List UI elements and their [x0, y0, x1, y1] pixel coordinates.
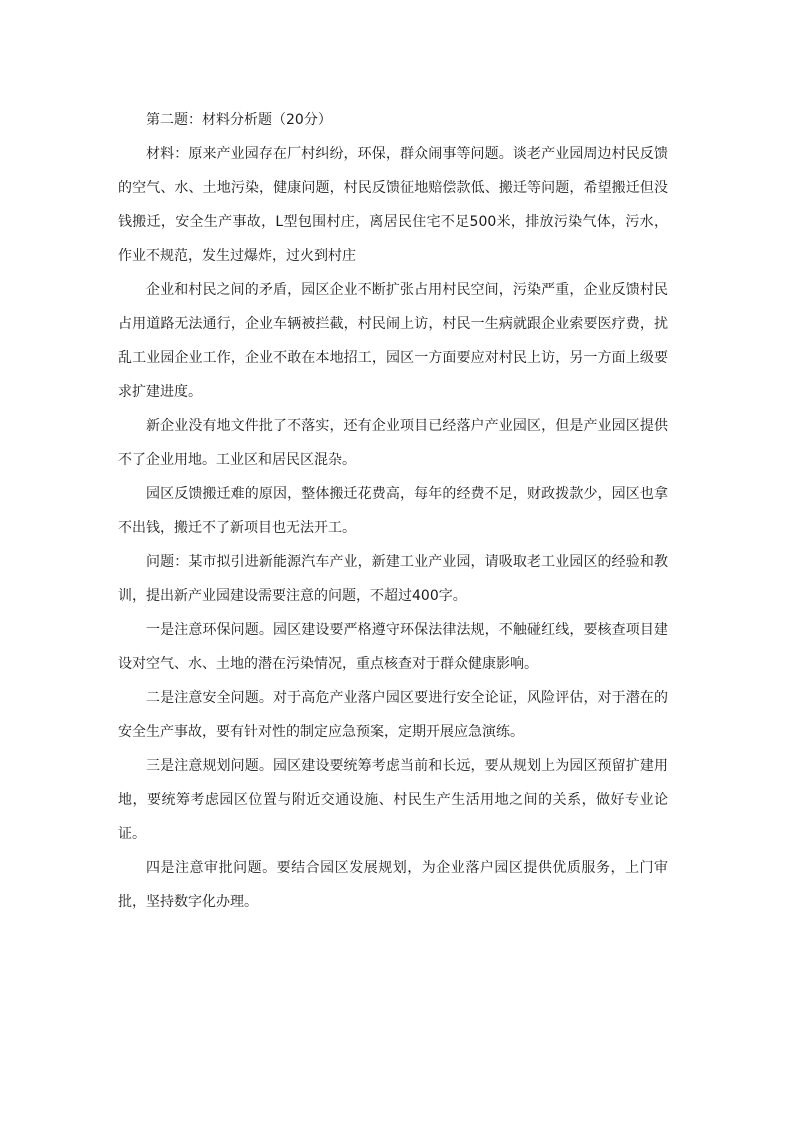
- material-paragraph-3: 新企业没有地文件批了不落实，还有企业项目已经落户产业园区，但是产业园区提供不了企业用地。工业区和居民区混杂。: [118, 418, 668, 468]
- answer-point-4: 四是注意审批问题。要结合园区发展规划，为企业落户园区提供优质服务，上门审批，坚持数字化办理。: [118, 860, 668, 910]
- answer-point-2: 二是注意安全问题。对于高危产业落户园区要进行安全论证，风险评估，对于潜在的安全生产事故，要有针对性的制定应急预案，定期开展应急演练。: [118, 690, 668, 740]
- question-heading: 第二题：材料分析题（20分）: [146, 112, 332, 128]
- material-paragraph-1: 材料：原来产业园存在厂村纠纷，环保，群众闹事等问题。谈老产业园周边村民反馈的空气、水、土地污染，健康问题，村民反馈征地赔偿款低、搬迁等问题，希望搬迁但没钱搬迁，安全生产事故，L型包围村庄，离居民住宅不足500米，排放污染气体，污水，作业不规范，发生过爆炸，过火到村庄: [118, 146, 668, 264]
- answer-point-3: 三是注意规划问题。园区建设要统筹考虑当前和长远，要从规划上为园区预留扩建用地，要统筹考虑园区位置与附近交通设施、村民生产生活用地之间的关系，做好专业论证。: [118, 758, 668, 842]
- material-paragraph-4: 园区反馈搬迁难的原因，整体搬迁花费高，每年的经费不足，财政拨款少，园区也拿不出钱，搬迁不了新项目也无法开工。: [118, 486, 668, 536]
- question-prompt: 问题：某市拟引进新能源汽车产业，新建工业产业园，请吸取老工业园区的经验和教训，提出新产业园建设需要注意的问题，不超过400字。: [118, 554, 668, 604]
- material-paragraph-2: 企业和村民之间的矛盾，园区企业不断扩张占用村民空间，污染严重，企业反馈村民占用道路无法通行，企业车辆被拦截，村民闹上访，村民一生病就跟企业索要医疗费，扰乱工业园企业工作，企业不敢在本地招工，园区一方面要应对村民上访，另一方面上级要求扩建进度。: [118, 282, 668, 400]
- document-body: [118, 103, 668, 919]
- answer-point-1: 一是注意环保问题。园区建设要严格遵守环保法律法规，不触碰红线，要核查项目建设对空气、水、土地的潜在污染情况，重点核查对于群众健康影响。: [118, 622, 668, 672]
